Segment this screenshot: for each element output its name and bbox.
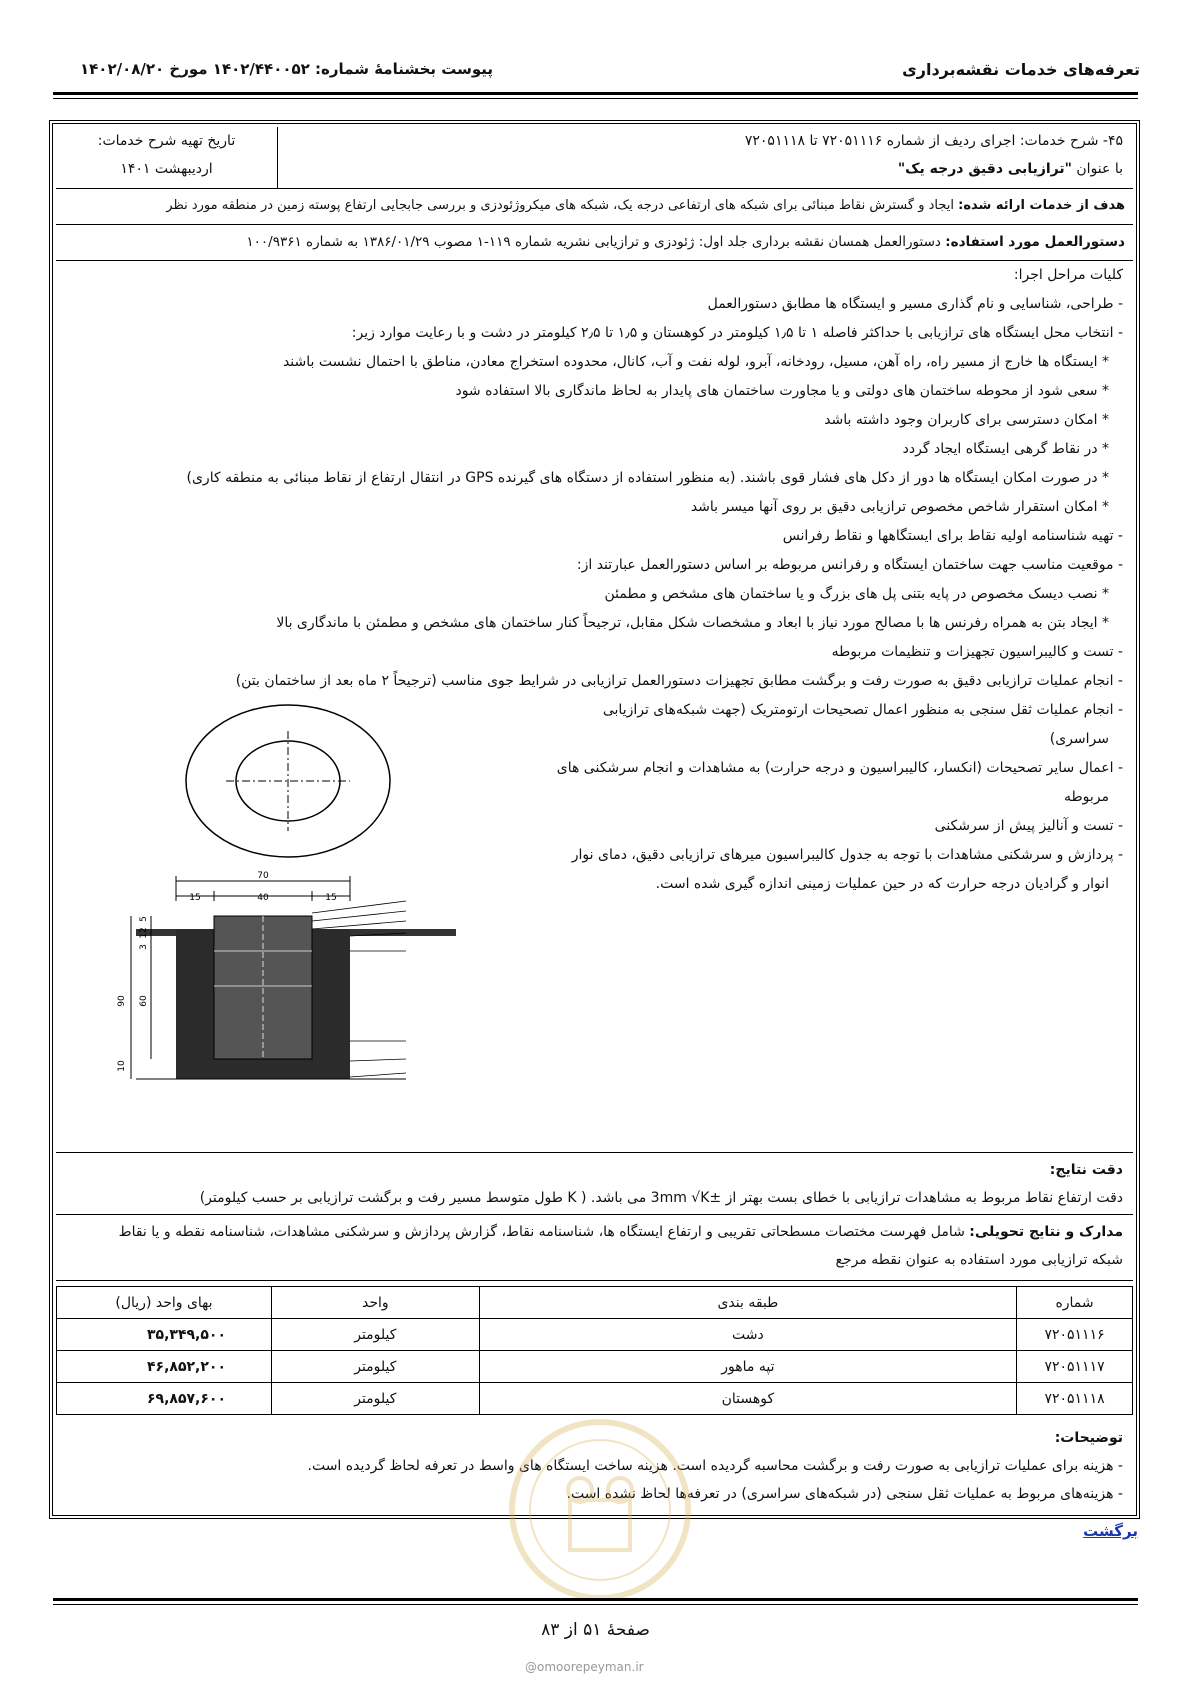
column-header: شماره bbox=[1017, 1287, 1133, 1319]
benchmark-diagram bbox=[76, 701, 536, 1101]
date-value: اردیبهشت ۱۴۰۱ bbox=[120, 161, 213, 177]
dim-label: 5 bbox=[139, 916, 149, 922]
dim-label: 90 bbox=[117, 995, 127, 1007]
note-item: - هزینه برای عملیات ترازیابی به صورت رفت و برگشت محاسبه گردیده است. هزینه ساخت ایستگاه های واسط در تعرفه لحاظ گردیده است. bbox=[307, 1458, 1123, 1474]
service-range: ۴۵- شرح خدمات: اجرای ردیف از شماره ۷۲۰۵۱۱۱۶ تا ۷۲۰۵۱۱۱۸ bbox=[744, 133, 1123, 149]
procedure-substep: * ایستگاه ها خارج از مسیر راه، راه آهن، مسیل، رودخانه، آبرو، لوله نفت و آب، کانال، محدوده استخراج معادن، مناطق با احتمال نشست باشند bbox=[282, 354, 1109, 370]
item-code: ۷۲۰۵۱۱۱۶ bbox=[1017, 1319, 1133, 1351]
dim-label: 70 bbox=[257, 871, 269, 881]
header-rule-thin bbox=[53, 98, 1138, 99]
footer-rule-thin bbox=[53, 1604, 1138, 1605]
procedure-heading: کلیات مراحل اجرا: bbox=[1013, 267, 1123, 283]
table-row bbox=[57, 1319, 1133, 1351]
item-class: کوهستان bbox=[479, 1383, 1016, 1415]
dim-label: 40 bbox=[257, 893, 269, 903]
procedure-step: - تهیه شناسنامه اولیه نقاط برای ایستگاهها و نقاط رفرانس bbox=[782, 528, 1123, 544]
document-title: تعرفه‌های خدمات نقشه‌برداری bbox=[902, 60, 1140, 79]
service-title-line: با عنوان "ترازیابی دقیق درجه یک" bbox=[897, 161, 1123, 177]
dim-label: 10 bbox=[117, 1060, 127, 1072]
item-code: ۷۲۰۵۱۱۱۷ bbox=[1017, 1351, 1133, 1383]
notes-label: توضیحات: bbox=[1054, 1430, 1123, 1446]
procedure-step: - انتخاب محل ایستگاه های ترازیابی با حداکثر فاصله ۱ تا ۱٫۵ کیلومتر در کوهستان و ۱٫۵ تا ۲٫۵ کیلومتر در دشت و با رعایت موارد زیر: bbox=[351, 325, 1123, 341]
date-cell bbox=[56, 127, 278, 189]
attachment-reference: پیوست بخشنامهٔ شماره: ۱۴۰۲/۴۴۰۰۵۲ مورخ ۱۴۰۲/۰۸/۲۰ bbox=[80, 60, 494, 78]
accuracy-label: دقت نتایج: bbox=[1049, 1162, 1123, 1178]
benchmark-plan-view bbox=[186, 705, 390, 857]
guideline-row bbox=[56, 225, 1133, 261]
column-header: طبقه بندی bbox=[479, 1287, 1016, 1319]
procedure-substep: * ایجاد بتن به همراه رفرنس ها با مصالح مورد نیاز با ابعاد و مشخصات شکل مقابل، ترجیحاً کنار ساختمان های مشخص و مطمئن با ماندگاری بالا bbox=[276, 615, 1109, 631]
table-header-row bbox=[57, 1287, 1133, 1319]
procedure-section bbox=[56, 261, 1133, 1153]
procedure-step: - انجام عملیات ثقل سنجی به منظور اعمال تصحیحات ارتومتریک (جهت شبکه‌های ترازیابی bbox=[602, 702, 1123, 718]
procedure-step: - طراحی، شناسایی و نام گذاری مسیر و ایستگاه ها مطابق دستورالعمل bbox=[707, 296, 1123, 312]
service-description-cell bbox=[278, 127, 1133, 189]
item-unit: کیلومتر bbox=[271, 1319, 479, 1351]
page-header bbox=[80, 60, 1140, 86]
footer-rule-thick bbox=[53, 1598, 1138, 1601]
deliverables-text-2: شبکه ترازیابی مورد استفاده به عنوان نقطه مرجع bbox=[835, 1252, 1123, 1268]
item-price: ۶۹,۸۵۷,۶۰۰ bbox=[57, 1383, 272, 1415]
service-title: "ترازیابی دقیق درجه یک" bbox=[897, 161, 1072, 177]
goal-label: هدف از خدمات ارائه شده: bbox=[958, 198, 1125, 213]
goal-row bbox=[56, 189, 1133, 225]
procedure-substep: * در نقاط گرهی ایستگاه ایجاد گردد bbox=[902, 441, 1109, 457]
procedure-step: - تست و کالیبراسیون تجهیزات و تنظیمات مربوطه bbox=[831, 644, 1123, 660]
procedure-step: - اعمال سایر تصحیحات (انکسار، کالیبراسیون و درجه حرارت) به مشاهدات و انجام سرشکنی های bbox=[556, 760, 1123, 776]
note-item: - هزینه‌های مربوط به عملیات ثقل سنجی (در شبکه‌های سراسری) در تعرفه‌ها لحاظ نشده است. bbox=[566, 1486, 1123, 1502]
deliverables-label: مدارک و نتایج تحویلی: bbox=[969, 1224, 1123, 1240]
item-class: دشت bbox=[479, 1319, 1016, 1351]
procedure-substep: * سعی شود از محوطه ساختمان های دولتی و یا مجاورت ساختمان های پایدار به لحاظ ماندگاری بالا استفاده شود bbox=[455, 383, 1109, 399]
dim-label: 60 bbox=[139, 995, 149, 1007]
item-price: ۴۶,۸۵۲,۲۰۰ bbox=[57, 1351, 272, 1383]
procedure-substep: * در صورت امکان ایستگاه ها دور از دکل های فشار قوی باشند. (به منظور استفاده از دستگاه های گیرنده GPS در انتقال ارتفاع از نقاط مبنائی به منطقه کاری) bbox=[186, 470, 1109, 486]
procedure-step-continued: مربوطه bbox=[1063, 789, 1109, 805]
item-unit: کیلومتر bbox=[271, 1383, 479, 1415]
price-table bbox=[56, 1286, 1133, 1415]
table-row bbox=[57, 1351, 1133, 1383]
procedure-substep: * امکان استقرار شاخص مخصوص ترازیابی دقیق بر روی آنها میسر باشد bbox=[690, 499, 1109, 515]
procedure-substep: * نصب دیسک مخصوص در پایه بتنی پل های بزرگ و یا ساختمان های مشخص و مطمئن bbox=[604, 586, 1109, 602]
dim-label: 15 bbox=[325, 893, 337, 903]
accuracy-text: دقت ارتفاع نقاط مربوط به مشاهدات ترازیابی با خطای بست بهتر از ±3mm √K می باشد. ( K طول متوسط مسیر رفت و برگشت ترازیابی بر حسب کیلومتر) bbox=[199, 1190, 1123, 1206]
back-link[interactable]: برگشت bbox=[1083, 1522, 1138, 1540]
procedure-step-continued: سراسری) bbox=[1049, 731, 1109, 747]
procedure-step: - موقعیت مناسب جهت ساختمان ایستگاه و رفرانس مربوطه بر اساس دستورالعمل عبارتند از: bbox=[576, 557, 1123, 573]
procedure-step: - پردازش و سرشکنی مشاهدات با توجه به جدول کالیبراسیون میرهای ترازیابی دقیق، دمای نوار bbox=[571, 847, 1123, 863]
dim-label: 12 bbox=[139, 927, 149, 939]
item-price: ۳۵,۳۴۹,۵۰۰ bbox=[57, 1319, 272, 1351]
dim-label: 15 bbox=[189, 893, 201, 903]
page-number: صفحهٔ ۵۱ از ۸۳ bbox=[541, 1620, 650, 1640]
accuracy-section bbox=[56, 1153, 1133, 1215]
header-rule-thick bbox=[53, 92, 1138, 95]
procedure-step: - انجام عملیات ترازیابی دقیق به صورت رفت و برگشت مطابق تجهیزات دستورالعمل ترازیابی در شرایط جوی مناسب (ترجیحاً ۲ ماه بعد از ساختمان بتن) bbox=[235, 673, 1123, 689]
date-label: تاریخ تهیه شرح خدمات: bbox=[97, 133, 236, 149]
deliverables-section bbox=[56, 1215, 1133, 1281]
guideline-text: دستورالعمل همسان نقشه برداری جلد اول: ژئودزی و ترازیابی نشریه شماره ۱۱۹-۱ مصوب ۱۳۸۶/۰۱/۲۹ به شماره ۱۰۰/۹۳۶۱ bbox=[246, 234, 946, 250]
guideline-label: دستورالعمل مورد استفاده: bbox=[945, 234, 1125, 250]
procedure-step: - تست و آنالیز پیش از سرشکنی bbox=[934, 818, 1123, 834]
item-unit: کیلومتر bbox=[271, 1351, 479, 1383]
item-class: تپه ماهور bbox=[479, 1351, 1016, 1383]
benchmark-section-view bbox=[117, 871, 456, 1079]
deliverables-text: شامل فهرست مختصات مسطحاتی تقریبی و ارتفاع ایستگاه ها، شناسنامه نقاط، گزارش پردازش و سرشکنی مشاهدات، شناسنامه نقطه و یا نقاط bbox=[118, 1224, 970, 1240]
dim-label: 3 bbox=[139, 944, 149, 950]
procedure-substep: * امکان دسترسی برای کاربران وجود داشته باشد bbox=[824, 412, 1109, 428]
item-code: ۷۲۰۵۱۱۱۸ bbox=[1017, 1383, 1133, 1415]
procedure-step-continued: انوار و گرادیان درجه حرارت که در حین عملیات زمینی اندازه گیری شده است. bbox=[655, 876, 1109, 892]
watermark-logo bbox=[500, 1410, 700, 1610]
column-header: واحد bbox=[271, 1287, 479, 1319]
goal-text: ایجاد و گسترش نقاط مبنائی برای شبکه های ارتفاعی درجه یک، شبکه های میکروژئودزی و بررسی جابجایی ارتفاع پوسته زمین در منطقه مورد نظر bbox=[166, 198, 959, 213]
site-watermark: @omoorepeyman.ir bbox=[525, 1660, 644, 1674]
column-header: بهای واحد (ریال) bbox=[57, 1287, 272, 1319]
